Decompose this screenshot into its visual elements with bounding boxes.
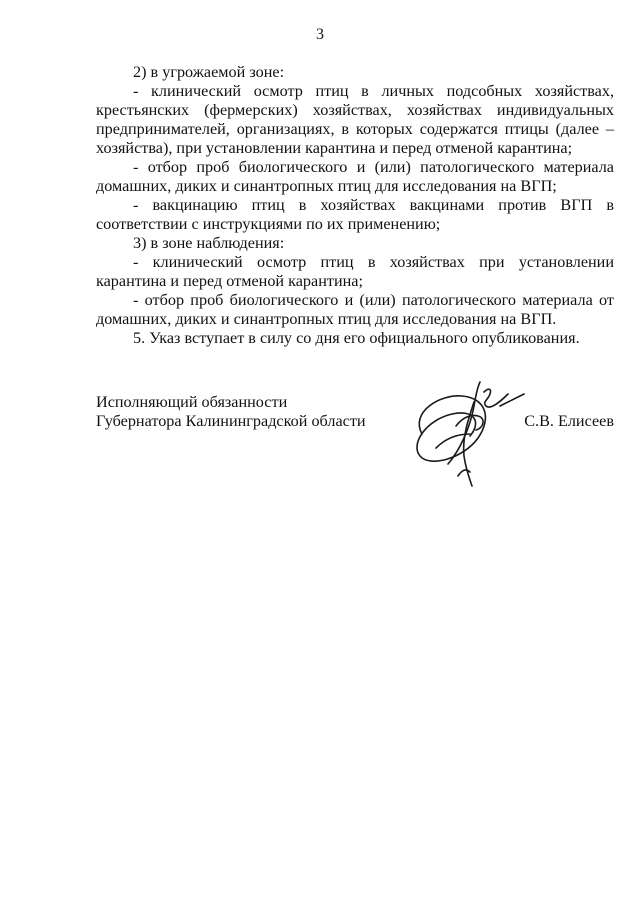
paragraph-clinical-exam-observation: - клинический осмотр птиц в хозяйствах при установлении карантина и перед отменой карантина; xyxy=(96,253,614,290)
paragraph-effective-date: 5. Указ вступает в силу со дня его официального опубликования. xyxy=(133,329,580,347)
signatory-name: С.В. Елисеев xyxy=(524,412,614,430)
signatory-title-line-2: Губернатора Калининградской области xyxy=(96,412,366,430)
document-body xyxy=(96,63,614,348)
paragraph-vaccination: - вакцинацию птиц в хозяйствах вакцинами против ВГП в соответствии с инструкциями по их применению; xyxy=(96,196,614,233)
page-number: 3 xyxy=(316,26,324,43)
signatory-title-line-1: Исполняющий обязанности xyxy=(96,393,288,411)
paragraph-observation-zone-heading: 3) в зоне наблюдения: xyxy=(133,234,285,252)
paragraph-sampling-threatened: - отбор проб биологического и (или) патологического материала домашних, диких и синантропных птиц для исследования на ВГП; xyxy=(96,158,614,195)
paragraph-sampling-observation: - отбор проб биологического и (или) патологического материала от домашних, диких и синантропных птиц для исследования на ВГП. xyxy=(96,291,614,328)
paragraph-clinical-exam-threatened: - клинический осмотр птиц в личных подсобных хозяйствах, крестьянских (фермерских) хозяйствах, хозяйствах индивидуальных предпринимателей, организациях, в которых содержатся птицы (далее – хозяйства), при установлении карантина и перед отменой карантина; xyxy=(96,82,614,157)
paragraph-threatened-zone-heading: 2) в угрожаемой зоне: xyxy=(133,63,285,81)
handwritten-signature-icon xyxy=(400,372,530,490)
signature-block xyxy=(96,393,614,431)
